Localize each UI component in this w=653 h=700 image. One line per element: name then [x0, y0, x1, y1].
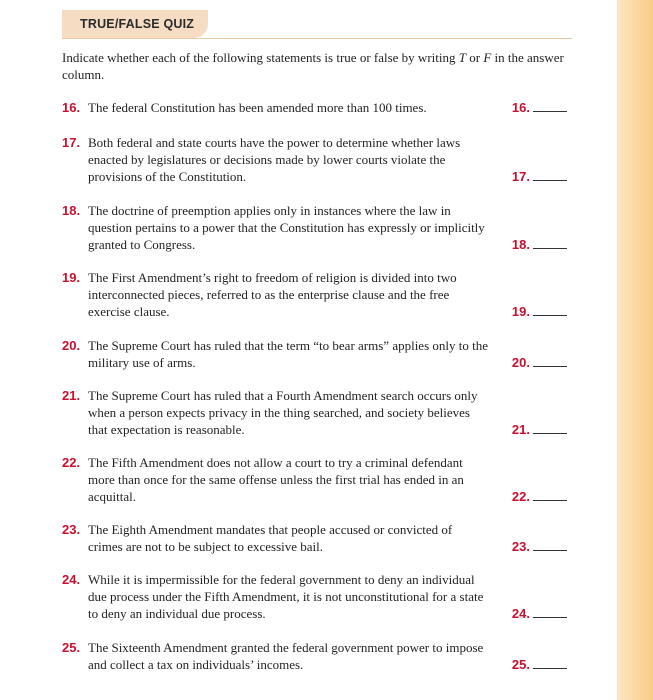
question-number: 23.	[62, 522, 81, 537]
header-divider	[62, 38, 572, 39]
question-text: The Supreme Court has ruled that a Fourth Amendment search occurs only when a person expects privacy in the thing searched, and society believes that expectation is reasonable.	[88, 388, 478, 437]
quiz-header-tab	[62, 10, 208, 38]
question-number: 17.	[62, 135, 81, 150]
answer-slot-21[interactable]	[502, 421, 567, 438]
question-text: The federal Constitution has been amended more than 100 times.	[88, 100, 427, 115]
question-number: 16.	[62, 100, 81, 115]
question-number: 21.	[62, 388, 81, 403]
question-number: 19.	[62, 270, 81, 285]
question-text: The First Amendment’s right to freedom of religion is divided into two interconnected pieces, referred to as the enterprise clause and the free exercise clause.	[88, 270, 457, 319]
answer-label: 23.	[511, 539, 530, 554]
answer-slot-16[interactable]	[502, 99, 567, 116]
answer-blank[interactable]	[533, 538, 567, 551]
answer-slot-19[interactable]	[502, 303, 567, 320]
answer-blank[interactable]	[533, 605, 567, 618]
answer-slot-20[interactable]	[502, 354, 567, 371]
instructions-t: T	[458, 50, 466, 65]
question-number: 20.	[62, 338, 81, 353]
answer-blank[interactable]	[533, 488, 567, 501]
instructions-text-3: in the answer column.	[62, 50, 564, 82]
question-text: Both federal and state courts have the power to determine whether laws enacted by legislatures or decisions made by lower courts violate the provisions of the Constitution.	[88, 135, 461, 184]
question-number: 24.	[62, 572, 81, 587]
answer-label: 21.	[511, 422, 530, 437]
answer-slot-24[interactable]	[502, 605, 567, 622]
question-number: 22.	[62, 455, 81, 470]
answer-blank[interactable]	[533, 99, 567, 112]
answer-label: 20.	[511, 355, 530, 370]
quiz-title: TRUE/FALSE QUIZ	[80, 17, 195, 31]
answer-label: 22.	[511, 489, 530, 504]
question-text: The Supreme Court has ruled that the term “to bear arms” applies only to the military use of arms.	[88, 338, 488, 370]
answer-slot-23[interactable]	[502, 538, 567, 555]
question-number: 25.	[62, 640, 81, 655]
answer-label: 25.	[511, 657, 530, 672]
question-text: The doctrine of preemption applies only in instances where the law in question pertains to a power that the Constitution has expressly or implicitly granted to Congress.	[88, 203, 485, 252]
question-text: While it is impermissible for the federal government to deny an individual due process under the Fifth Amendment, it is not unconstitutional for a state to deny an individual due process.	[88, 572, 484, 621]
answer-slot-25[interactable]	[502, 656, 567, 673]
question-text: The Fifth Amendment does not allow a court to try a criminal defendant more than once for the same offense unless the first trial has ended in an acquittal.	[88, 455, 464, 504]
answer-slot-22[interactable]	[502, 488, 567, 505]
answer-blank[interactable]	[533, 303, 567, 316]
instructions-text-2: or	[465, 50, 484, 65]
answer-blank[interactable]	[533, 168, 567, 181]
question-text: The Eighth Amendment mandates that people accused or convicted of crimes are not to be subject to excessive bail.	[88, 522, 453, 554]
question-number: 18.	[62, 203, 81, 218]
answer-label: 18.	[511, 237, 530, 252]
answer-blank[interactable]	[533, 236, 567, 249]
instructions-f: F	[483, 50, 492, 65]
answer-label: 24.	[511, 606, 530, 621]
page-edge-band	[617, 0, 653, 700]
answer-slot-18[interactable]	[502, 236, 567, 253]
answer-label: 16.	[511, 100, 530, 115]
question-text: The Sixteenth Amendment granted the federal government power to impose and collect a tax on individuals’ incomes.	[88, 640, 484, 672]
answer-blank[interactable]	[533, 421, 567, 434]
answer-label: 19.	[511, 304, 530, 319]
instructions-text-1: Indicate whether each of the following statements is true or false by writing	[62, 50, 459, 65]
answer-label: 17.	[511, 169, 530, 184]
answer-blank[interactable]	[533, 656, 567, 669]
quiz-instructions	[62, 49, 567, 83]
answer-blank[interactable]	[533, 354, 567, 367]
answer-slot-17[interactable]	[502, 168, 567, 185]
